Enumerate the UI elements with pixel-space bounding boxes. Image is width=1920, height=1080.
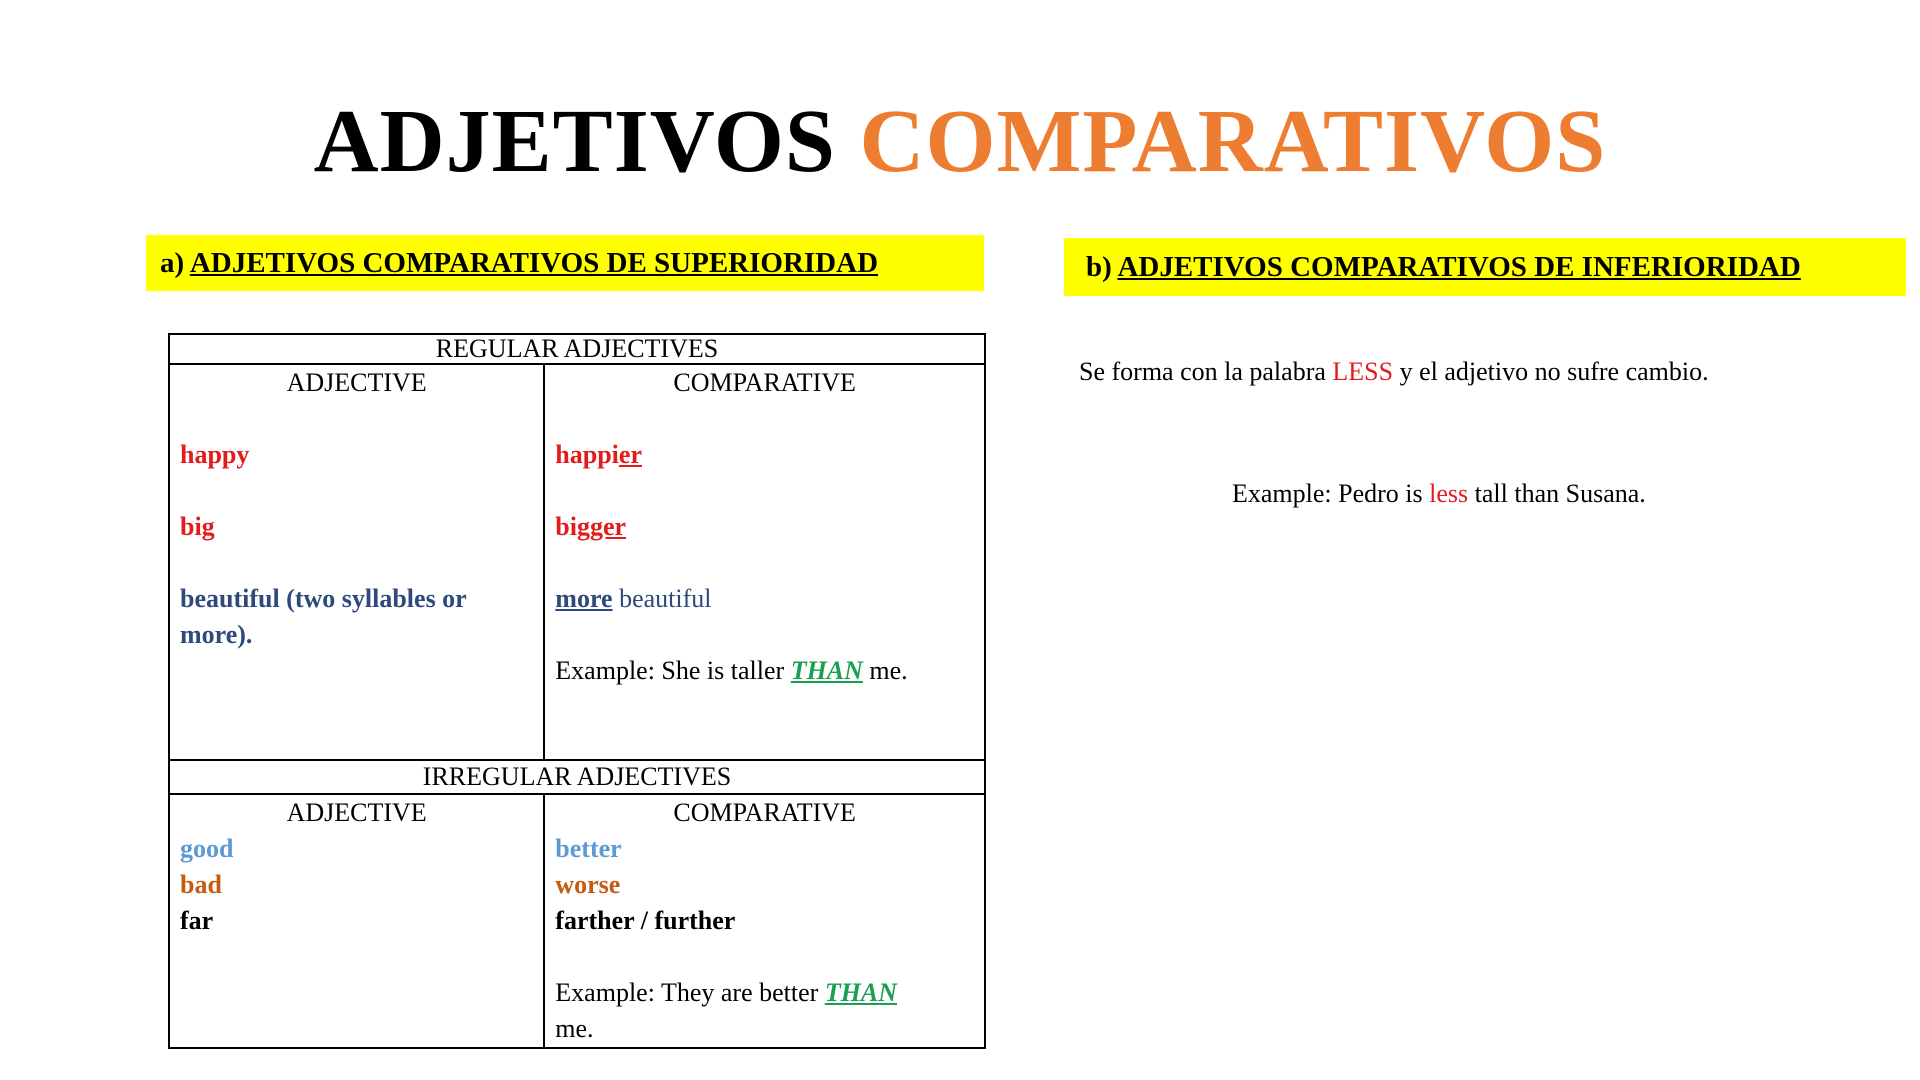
regular-banner: REGULAR ADJECTIVES bbox=[169, 334, 985, 364]
regular-example-than: THAN bbox=[790, 656, 863, 685]
section-a-title: ADJETIVOS COMPARATIVOS DE SUPERIORIDAD bbox=[189, 247, 879, 279]
comp-beautiful-word: beautiful bbox=[612, 584, 712, 613]
regular-example bbox=[555, 653, 974, 689]
irregular-col-comparative: COMPARATIVE bbox=[673, 798, 856, 827]
regular-col-comparative: COMPARATIVE bbox=[673, 368, 856, 397]
inferiority-example-post: tall than Susana. bbox=[1468, 479, 1646, 508]
comp-bigger-suffix: ger bbox=[589, 512, 627, 541]
regular-comp-bigger bbox=[555, 509, 974, 545]
comp-happier-base: happi bbox=[555, 440, 619, 469]
section-b-title: ADJETIVOS COMPARATIVOS DE INFERIORIDAD bbox=[1117, 251, 1801, 283]
regular-col-adjective: ADJECTIVE bbox=[286, 368, 427, 397]
title-word-1: ADJETIVOS bbox=[313, 92, 836, 191]
irregular-example-post: me. bbox=[555, 1014, 594, 1043]
irregular-example-than: THAN bbox=[824, 978, 898, 1007]
irregular-comparative-cell bbox=[544, 794, 985, 1048]
irregular-example-pre: Example: They are better bbox=[555, 978, 825, 1007]
inferiority-text-less: LESS bbox=[1332, 357, 1394, 386]
inferiority-text-pre: Se forma con la palabra bbox=[1079, 357, 1333, 386]
regular-example-pre: Example: She is taller bbox=[555, 656, 791, 685]
regular-comp-more-beautiful bbox=[555, 581, 974, 617]
comp-happier-suffix: er bbox=[618, 440, 642, 469]
irregular-comp-worse: worse bbox=[555, 870, 621, 899]
section-a-heading bbox=[146, 235, 984, 291]
irregular-comp-farther: farther / further bbox=[555, 906, 736, 935]
title-word-2: COMPARATIVOS bbox=[859, 92, 1607, 191]
irregular-adj-bad: bad bbox=[180, 870, 222, 899]
regular-adjective-cell bbox=[169, 364, 544, 760]
irregular-comp-better: better bbox=[555, 834, 622, 863]
irregular-col-adjective: ADJECTIVE bbox=[286, 798, 427, 827]
page-title bbox=[0, 92, 1920, 192]
comparatives-table bbox=[168, 333, 986, 1049]
irregular-banner: IRREGULAR ADJECTIVES bbox=[169, 760, 985, 794]
regular-comp-happier bbox=[555, 437, 974, 473]
section-b-heading bbox=[1064, 238, 1906, 296]
irregular-example bbox=[555, 975, 935, 1047]
regular-adj-beautiful: beautiful (two syllables or more). bbox=[180, 584, 467, 649]
regular-example-post: me. bbox=[862, 656, 908, 685]
section-b-prefix: b) bbox=[1086, 251, 1118, 283]
regular-adj-big: big bbox=[180, 512, 215, 541]
inferiority-text-post: y el adjetivo no sufre cambio. bbox=[1393, 357, 1709, 386]
comp-more-word: more bbox=[555, 584, 613, 613]
inferiority-explanation bbox=[1079, 354, 1719, 390]
inferiority-example-less: less bbox=[1429, 479, 1469, 508]
inferiority-example bbox=[1232, 476, 1646, 512]
section-a-prefix: a) bbox=[160, 247, 190, 279]
comp-bigger-base: big bbox=[555, 512, 590, 541]
irregular-adj-far: far bbox=[180, 906, 214, 935]
regular-comparative-cell bbox=[544, 364, 985, 760]
irregular-adjective-cell bbox=[169, 794, 544, 1048]
inferiority-example-pre: Example: Pedro is bbox=[1232, 479, 1430, 508]
irregular-adj-good: good bbox=[180, 834, 234, 863]
regular-adj-happy: happy bbox=[180, 440, 250, 469]
